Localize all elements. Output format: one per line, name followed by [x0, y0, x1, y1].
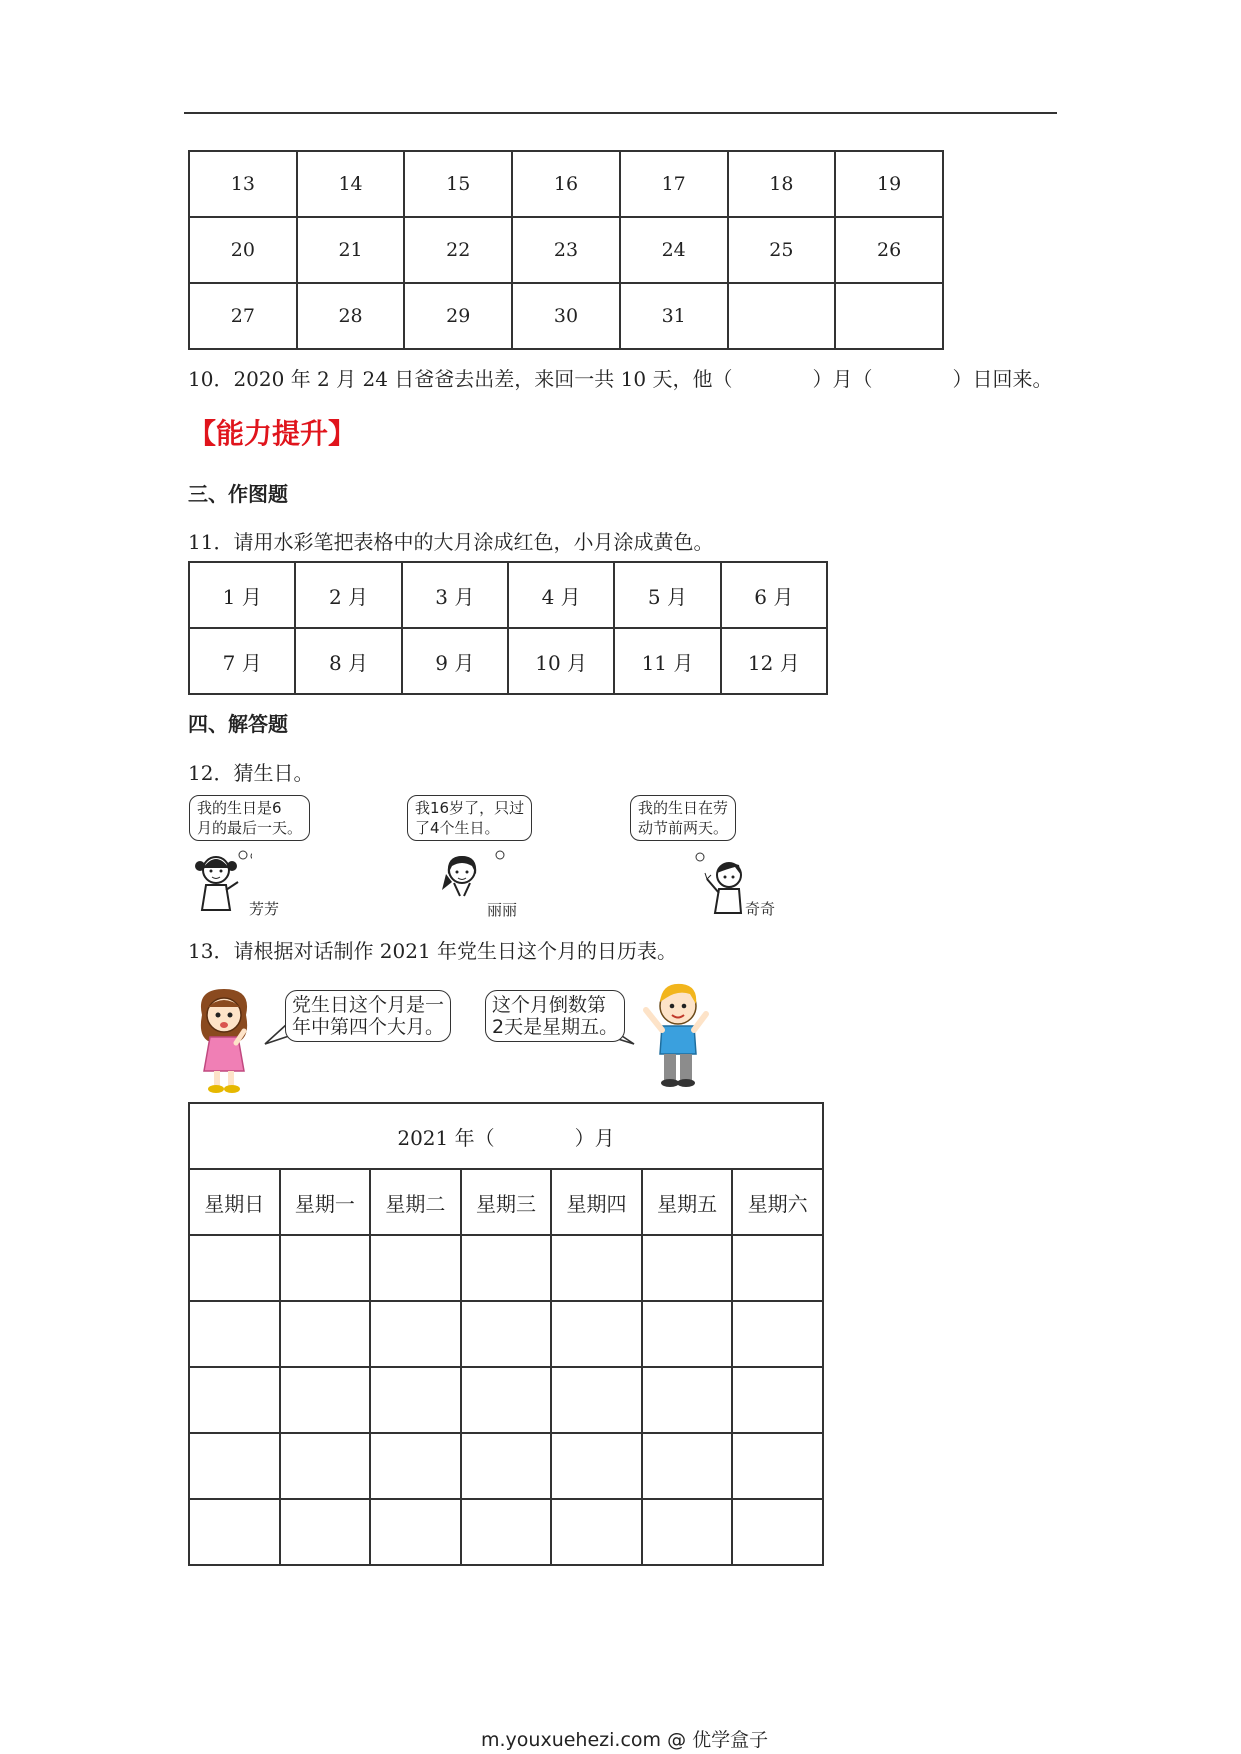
calendar-day-cell: 15	[404, 151, 512, 217]
question-12: 12．猜生日。	[188, 761, 314, 785]
calendar-day-cell: 18	[728, 151, 836, 217]
footer-text: m.youxuehezi.com @ 优学盒子	[481, 1729, 769, 1751]
calendar-blank-cell[interactable]	[642, 1301, 733, 1367]
calendar-day-cell: 26	[835, 217, 943, 283]
calendar-blank-cell[interactable]	[189, 1433, 280, 1499]
calendar-blank-cell[interactable]	[280, 1433, 371, 1499]
calendar-row	[189, 151, 943, 217]
months-table	[188, 561, 828, 695]
calendar-blank-cell[interactable]	[461, 1235, 552, 1301]
month-cell: 4 月	[508, 562, 614, 628]
calendar-blank-cell[interactable]	[280, 1301, 371, 1367]
calendar-blank-cell[interactable]	[642, 1433, 733, 1499]
calendar-day-cell: 16	[512, 151, 620, 217]
month-cell: 7 月	[189, 628, 295, 694]
calendar-blank-cell[interactable]	[189, 1235, 280, 1301]
calendar-row	[189, 217, 943, 283]
month-cell: 2 月	[295, 562, 401, 628]
calendar-blank-cell[interactable]	[642, 1367, 733, 1433]
calendar-blank-row	[189, 1367, 823, 1433]
calendar-blank-cell[interactable]	[370, 1235, 461, 1301]
section-ability-title: 【能力提升】	[188, 417, 357, 450]
weekday-header-cell: 星期六	[732, 1169, 823, 1235]
girl-lili-figure	[438, 852, 488, 902]
calendar-blank-cell[interactable]	[732, 1301, 823, 1367]
calendar-blank-row	[189, 1499, 823, 1565]
header-rule	[184, 112, 1057, 114]
weekday-header-row	[189, 1169, 823, 1235]
calendar-day-cell: 28	[297, 283, 405, 349]
calendar-day-cell: 31	[620, 283, 728, 349]
calendar-blank-row	[189, 1433, 823, 1499]
weekday-header-cell: 星期日	[189, 1169, 280, 1235]
weekday-header-cell: 星期三	[461, 1169, 552, 1235]
calendar-day-cell: 14	[297, 151, 405, 217]
calendar-blank-cell[interactable]	[461, 1367, 552, 1433]
question-13: 13．请根据对话制作 2021 年党生日这个月的日历表。	[188, 939, 678, 963]
speech-bubble-lili: 我16岁了，只过 了4个生日。	[407, 795, 532, 841]
calendar-blank-cell[interactable]	[189, 1499, 280, 1565]
calendar-blank-cell[interactable]	[551, 1301, 642, 1367]
section-3-heading: 三、作图题	[188, 482, 288, 506]
month-cell: 3 月	[402, 562, 508, 628]
calendar-day-cell: 23	[512, 217, 620, 283]
calendar-blank-cell[interactable]	[732, 1433, 823, 1499]
name-fangfang: 芳芳	[249, 900, 280, 918]
months-row	[189, 562, 827, 628]
weekday-header-cell: 星期四	[551, 1169, 642, 1235]
thought-dot-icon	[236, 848, 250, 862]
calendar-day-cell: 29	[404, 283, 512, 349]
calendar-blank-cell[interactable]	[551, 1499, 642, 1565]
calendar-blank-cell[interactable]	[280, 1367, 371, 1433]
calendar-blank-cell[interactable]	[370, 1433, 461, 1499]
weekday-header-cell: 星期五	[642, 1169, 733, 1235]
question-10: 10．2020 年 2 月 24 日爸爸去出差，来回一共 10 天，他（ ）月（ ）日回来。	[188, 367, 1053, 391]
speech-bubble-boy: 这个月倒数第 2天是星期五。	[485, 990, 625, 1042]
calendar-blank-cell[interactable]	[280, 1499, 371, 1565]
calendar-day-cell: 17	[620, 151, 728, 217]
calendar-day-cell: 30	[512, 283, 620, 349]
calendar-blank-cell[interactable]	[370, 1301, 461, 1367]
month-cell: 10 月	[508, 628, 614, 694]
calendar-blank-cell[interactable]	[551, 1235, 642, 1301]
section-4-heading: 四、解答题	[188, 712, 288, 736]
calendar-blank-cell[interactable]	[461, 1499, 552, 1565]
calendar-blank-cell[interactable]	[642, 1235, 733, 1301]
month-cell: 1 月	[189, 562, 295, 628]
calendar-blank-cell[interactable]	[370, 1499, 461, 1565]
calendar-blank-cell[interactable]	[642, 1499, 733, 1565]
calendar-blank-cell[interactable]	[732, 1235, 823, 1301]
calendar-day-cell: 24	[620, 217, 728, 283]
calendar-day-cell: 19	[835, 151, 943, 217]
calendar-blank-row	[189, 1235, 823, 1301]
month-cell: 11 月	[614, 628, 720, 694]
thought-dot-icon	[493, 848, 507, 862]
calendar-day-cell: 25	[728, 217, 836, 283]
weekday-header-cell: 星期二	[370, 1169, 461, 1235]
calendar-day-cell: 21	[297, 217, 405, 283]
month-cell: 12 月	[721, 628, 827, 694]
months-row	[189, 628, 827, 694]
calendar-day-cell	[835, 283, 943, 349]
calendar-blank-cell[interactable]	[370, 1367, 461, 1433]
calendar-blank-cell[interactable]	[189, 1301, 280, 1367]
boy-blue-shirt-figure	[640, 980, 712, 1092]
thought-dot-icon	[693, 850, 707, 864]
calendar-2021-table	[188, 1102, 824, 1566]
speech-bubble-fangfang: 我的生日是6 月的最后一天。	[189, 795, 310, 841]
calendar-title: 2021 年（ ）月	[189, 1103, 823, 1169]
calendar-blank-cell[interactable]	[461, 1301, 552, 1367]
calendar-blank-cell[interactable]	[732, 1499, 823, 1565]
weekday-header-cell: 星期一	[280, 1169, 371, 1235]
girl-pink-dress-figure	[190, 985, 260, 1097]
month-cell: 9 月	[402, 628, 508, 694]
name-qiqi: 奇奇	[745, 900, 776, 918]
calendar-blank-cell[interactable]	[461, 1433, 552, 1499]
month-cell: 5 月	[614, 562, 720, 628]
month-cell: 6 月	[721, 562, 827, 628]
month-cell: 8 月	[295, 628, 401, 694]
calendar-row	[189, 283, 943, 349]
calendar-blank-cell[interactable]	[189, 1367, 280, 1433]
calendar-blank-row	[189, 1301, 823, 1367]
speech-bubble-girl: 党生日这个月是一 年中第四个大月。	[285, 990, 451, 1042]
name-lili: 丽丽	[487, 901, 518, 919]
calendar-blank-cell[interactable]	[280, 1235, 371, 1301]
calendar-blank-cell[interactable]	[551, 1367, 642, 1433]
calendar-fragment-table	[188, 150, 944, 350]
calendar-day-cell: 27	[189, 283, 297, 349]
calendar-day-cell: 22	[404, 217, 512, 283]
calendar-day-cell: 20	[189, 217, 297, 283]
speech-bubble-qiqi: 我的生日在劳 动节前两天。	[630, 795, 736, 841]
calendar-blank-cell[interactable]	[551, 1433, 642, 1499]
question-11: 11．请用水彩笔把表格中的大月涂成红色，小月涂成黄色。	[188, 530, 714, 554]
calendar-day-cell: 13	[189, 151, 297, 217]
calendar-blank-cell[interactable]	[732, 1367, 823, 1433]
calendar-day-cell	[728, 283, 836, 349]
